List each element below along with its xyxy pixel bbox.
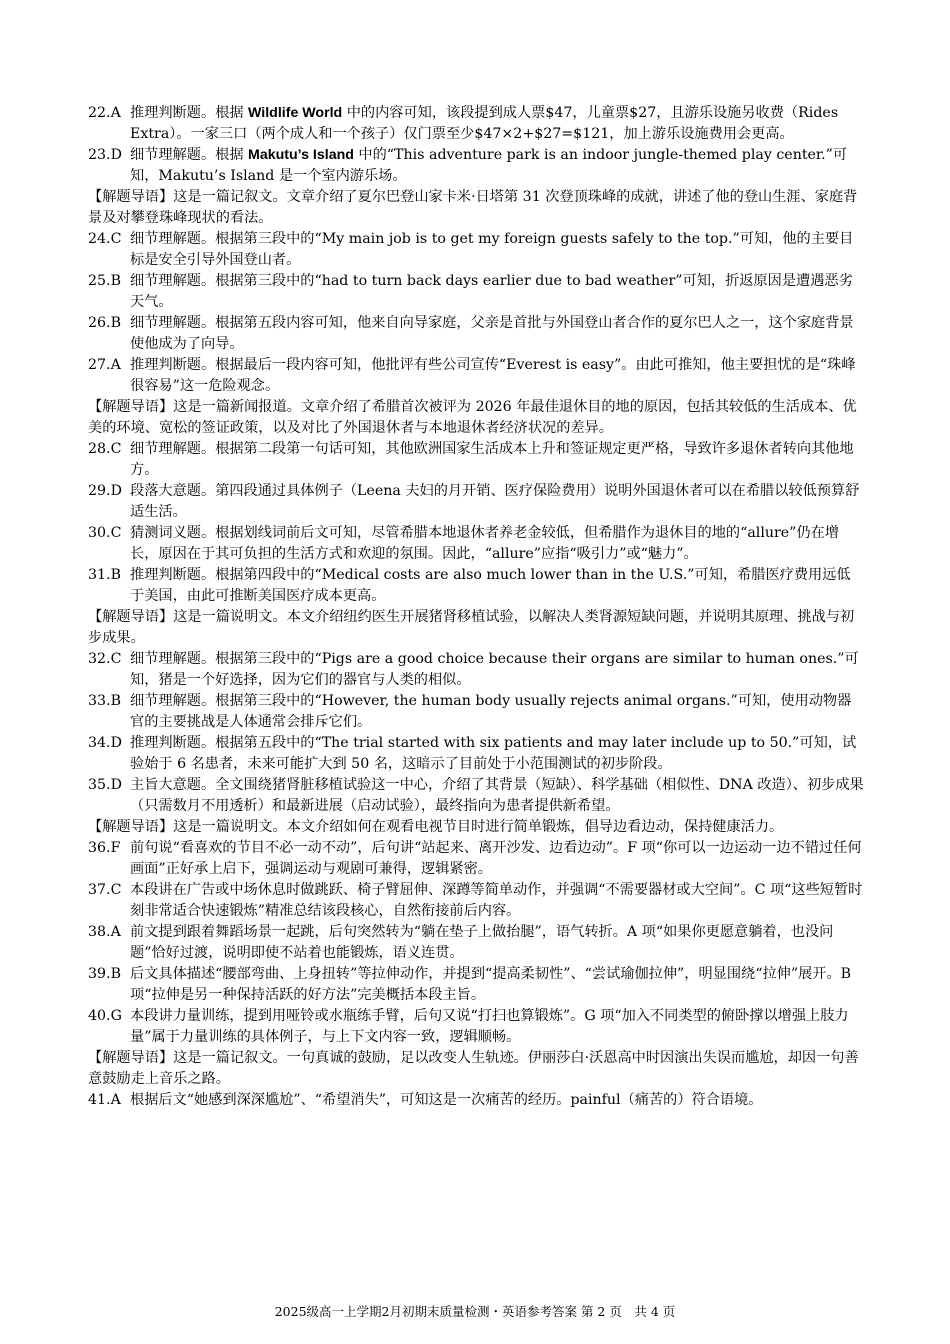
passage-intro	[88, 817, 864, 838]
answer-explanation: 本段讲在广告或中场休息时做跳跃、椅子臂屈伸、深蹲等简单动作，并强调“不需要器材或大空间”。C 项“这些短暂时刻非常适合快速锻炼”精准总结该段核心，自然衔接前后内容。	[130, 882, 863, 919]
answer-item	[88, 733, 864, 775]
answer-explanation: 后文具体描述“腰部弯曲、上身扭转”等拉伸动作，并提到“提高柔韧性”、“尝试瑜伽拉伸”，明显围绕“拉伸”展开。B 项“拉伸是另一种保持活跃的好方法”完美概括本段主旨。	[130, 966, 852, 1003]
answer-explanation: 前文提到跟着舞蹈场景一起跳，后句突然转为“躺在垫子上做抬腿”，语气转折。A 项“如果你更愿意躺着，也没问题”恰好过渡，说明即使不站着也能锻炼，语义连贯。	[130, 924, 834, 961]
answer-explanation: 根据后文“她感到深深尴尬”、“希望消失”，可知这是一次痛苦的经历。painful（痛苦的）符合语境。	[130, 1092, 763, 1108]
answer-number: 27.A	[88, 357, 121, 373]
page-footer: 2025级高一上学期2月初期末质量检测・英语参考答案 第 2 页 共 4 页	[274, 1304, 676, 1319]
answer-explanations	[88, 103, 864, 1111]
answer-number: 39.B	[88, 966, 121, 982]
answer-number: 33.B	[88, 693, 121, 709]
answer-number: 31.B	[88, 567, 121, 583]
explanation-text: 推理判断题。根据	[130, 105, 249, 121]
answer-number: 24.C	[88, 231, 122, 247]
answer-explanation	[130, 145, 864, 187]
answer-item	[88, 439, 864, 481]
intro-text: 这是一篇新闻报道。文章介绍了希腊首次被评为 2026 年最佳退休目的地的原因，包括其较低的生活成本、优美的环境、宽松的签证政策，以及对比了外国退休者与本地退休者经济状况的差异。	[88, 399, 857, 436]
intro-tag: 【解题导语】	[88, 1050, 174, 1066]
answer-number: 26.B	[88, 315, 121, 331]
answer-item	[88, 271, 864, 313]
answer-item	[88, 691, 864, 733]
passage-intro	[88, 1048, 864, 1090]
answer-explanation: 推理判断题。根据第四段中的“Medical costs are also much lower than in the U.S.”可知，希腊医疗费用远低于美国，由此可推断美国医疗成本更高。	[130, 567, 851, 604]
answer-number: 32.C	[88, 651, 122, 667]
answer-number: 22.A	[88, 105, 121, 121]
answer-item	[88, 838, 864, 880]
passage-intro	[88, 607, 864, 649]
answer-number: 34.D	[88, 735, 122, 751]
answer-item	[88, 481, 864, 523]
answer-explanation: 细节理解题。根据第三段中的“Pigs are a good choice because their organs are similar to human ones.”可知，猪是一个好选择，因为它们的器官与人类的相似。	[130, 651, 859, 688]
answer-item	[88, 313, 864, 355]
answer-item	[88, 523, 864, 565]
answer-explanation: 细节理解题。根据第三段中的“My main job is to get my foreign guests safely to the top.”可知，他的主要目标是安全引导外国登山者。	[130, 231, 854, 268]
answer-item	[88, 355, 864, 397]
answer-item	[88, 964, 864, 1006]
answer-explanation: 细节理解题。根据第三段中的“However, the human body usually rejects animal organs.”可知，使用动物器官的主要挑战是人体通常会排斥它们。	[130, 693, 852, 730]
answer-explanation	[130, 103, 864, 145]
answer-number: 23.D	[88, 147, 122, 163]
explanation-text: 细节理解题。根据	[130, 147, 249, 163]
answer-explanation: 猜测词义题。根据划线词前后文可知，尽管希腊本地退休者养老金较低，但希腊作为退休目的地的“allure”仍在增长，原因在于其可负担的生活方式和欢迎的氛围。因此，“allure”应指“吸引力”或“魅力”。	[130, 525, 839, 562]
intro-tag: 【解题导语】	[88, 189, 174, 205]
answer-item	[88, 775, 864, 817]
answer-item	[88, 1006, 864, 1048]
answer-item	[88, 880, 864, 922]
section-name: Wildlife World	[248, 105, 343, 121]
answer-number: 37.C	[88, 882, 122, 898]
answer-item	[88, 565, 864, 607]
answer-explanation: 前句说“看喜欢的节目不必一动不动”，后句讲“站起来、离开沙发、边看边动”。F 项“你可以一边运动一边不错过任何画面”正好承上启下，强调运动与观剧可兼得，逻辑紧密。	[130, 840, 862, 877]
answer-number: 29.D	[88, 483, 122, 499]
answer-explanation: 主旨大意题。全文围绕猪肾脏移植试验这一中心，介绍了其背景（短缺）、科学基础（相似性、DNA 改造）、初步成果（只需数月不用透析）和最新进展（启动试验），最终指向为患者提供新希望。	[130, 777, 864, 814]
section-name: Makutu’s Island	[248, 147, 354, 163]
answer-number: 28.C	[88, 441, 122, 457]
intro-text: 这是一篇记叙文。文章介绍了夏尔巴登山家卡米·日塔第 31 次登顶珠峰的成就，讲述了他的登山生涯、家庭背景及对攀登珠峰现状的看法。	[88, 189, 858, 226]
answer-number: 35.D	[88, 777, 122, 793]
answer-explanation: 本段讲力量训练，提到用哑铃或水瓶练手臂，后句又说“打扫也算锻炼”。G 项“加入不同类型的俯卧撑以增强上肢力量”属于力量训练的具体例子，与上下文内容一致，逻辑顺畅。	[130, 1008, 849, 1045]
answer-number: 36.F	[88, 840, 121, 856]
answer-number: 38.A	[88, 924, 121, 940]
answer-explanation: 细节理解题。根据第五段内容可知，他来自向导家庭，父亲是首批与外国登山者合作的夏尔巴人之一，这个家庭背景使他成为了向导。	[130, 315, 854, 352]
answer-explanation: 推理判断题。根据最后一段内容可知，他批评有些公司宣传“Everest is easy”。由此可推知，他主要担忧的是“珠峰很容易”这一危险观念。	[130, 357, 856, 394]
answer-number: 41.A	[88, 1092, 121, 1108]
explanation-text: 中的“This adventure park is an indoor jungle-themed play center.”可知，Makutu’s Island 是一个室内游乐场。	[130, 147, 848, 184]
answer-item	[88, 1090, 864, 1111]
answer-item	[88, 649, 864, 691]
intro-tag: 【解题导语】	[88, 819, 174, 835]
intro-tag: 【解题导语】	[88, 399, 174, 415]
answer-number: 40.G	[88, 1008, 122, 1024]
answer-explanation: 推理判断题。根据第五段中的“The trial started with six patients and may later include up to 50.”可知，试验始于 6 名患者，未来可能扩大到 50 名，这暗示了目前处于小范围测试的初步阶段。	[130, 735, 857, 772]
answer-item	[88, 145, 864, 187]
intro-text: 这是一篇说明文。本文介绍纽约医生开展猪肾移植试验，以解决人类肾源短缺问题，并说明其原理、挑战与初步成果。	[88, 609, 855, 646]
intro-tag: 【解题导语】	[88, 609, 174, 625]
passage-intro	[88, 397, 864, 439]
answer-item	[88, 103, 864, 145]
answer-explanation: 细节理解题。根据第三段中的“had to turn back days earlier due to bad weather”可知，折返原因是遭遇恶劣天气。	[130, 273, 853, 310]
passage-intro	[88, 187, 864, 229]
intro-text: 这是一篇记叙文。一句真诚的鼓励，足以改变人生轨迹。伊丽莎白·沃恩高中时因演出失误而尴尬，却因一句善意鼓励走上音乐之路。	[88, 1050, 859, 1087]
explanation-text: 中的内容可知，该段提到成人票$47，儿童票$27，且游乐设施另收费（Rides Extra）。一家三口（两个成人和一个孩子）仅门票至少$47×2+$27=$121，加上游乐设施费用会更高。	[130, 105, 839, 142]
answer-number: 30.C	[88, 525, 122, 541]
answer-number: 25.B	[88, 273, 121, 289]
intro-text: 这是一篇说明文。本文介绍如何在观看电视节目时进行简单锻炼，倡导边看边动，保持健康活力。	[173, 819, 784, 835]
answer-explanation: 细节理解题。根据第二段第一句话可知，其他欧洲国家生活成本上升和签证规定更严格，导致许多退休者转向其他地方。	[130, 441, 854, 478]
answer-item	[88, 229, 864, 271]
answer-explanation: 段落大意题。第四段通过具体例子（Leena 夫妇的月开销、医疗保险费用）说明外国退休者可以在希腊以较低预算舒适生活。	[130, 483, 860, 520]
answer-item	[88, 922, 864, 964]
